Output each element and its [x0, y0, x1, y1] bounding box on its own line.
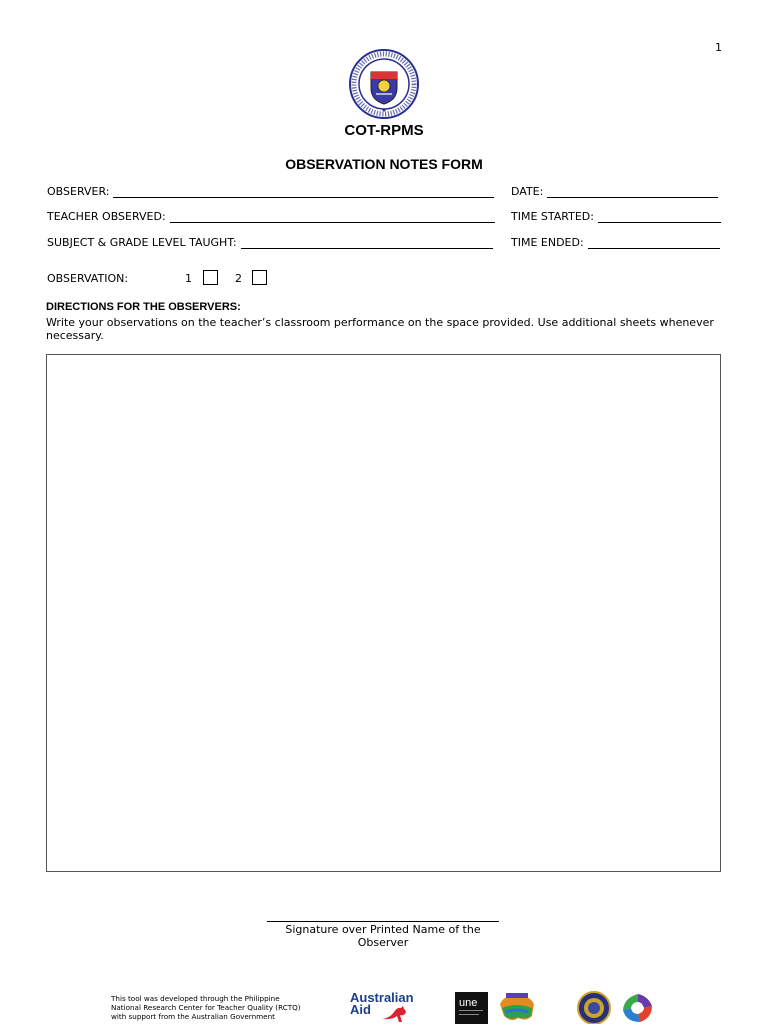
page-number: 1 [715, 41, 722, 54]
observation-1-checkbox[interactable] [203, 270, 218, 285]
signature-line[interactable] [267, 921, 499, 922]
footer-line3: with support from the Australian Government [111, 1012, 275, 1021]
observation-notes-box[interactable] [46, 354, 721, 872]
observation-option-2-label: 2 [235, 272, 242, 285]
time-ended-line[interactable] [588, 237, 720, 249]
time-started-field[interactable] [511, 210, 721, 223]
time-started-label: TIME STARTED: [511, 210, 594, 223]
rctq-logo [618, 990, 658, 1024]
footer-credit [111, 994, 347, 1021]
observer-label: OBSERVER: [47, 185, 110, 198]
aid-line2: Aid [350, 1002, 371, 1017]
date-label: DATE: [511, 185, 544, 198]
subject-grade-field[interactable] [47, 236, 493, 249]
form-subtitle: OBSERVATION NOTES FORM [285, 156, 483, 172]
observer-line[interactable] [113, 186, 494, 198]
teacher-observed-field[interactable] [47, 210, 495, 223]
une-logo [455, 992, 488, 1024]
footer-line2: National Research Center for Teacher Quality (RCTQ) [111, 1003, 301, 1012]
partner-seal-icon [576, 990, 612, 1024]
signature-caption-line2: Observer [357, 936, 409, 949]
observation-label: OBSERVATION: [47, 272, 129, 285]
date-field[interactable] [511, 185, 718, 198]
form-title: COT-RPMS [344, 122, 424, 139]
aid-line1: Australian [350, 990, 414, 1005]
teacher-observed-label: TEACHER OBSERVED: [47, 210, 166, 223]
time-started-line[interactable] [598, 211, 721, 223]
directions-heading: DIRECTIONS FOR THE OBSERVERS: [46, 301, 241, 313]
time-ended-label: TIME ENDED: [511, 236, 584, 249]
observer-field[interactable] [47, 185, 494, 198]
signature-caption-line1: Signature over Printed Name of the [285, 923, 481, 936]
footer-line1: This tool was developed through the Philippine [111, 994, 280, 1003]
signature-caption [267, 923, 499, 949]
teacher-observed-line[interactable] [170, 211, 495, 223]
svg-text:une: une [459, 997, 478, 1009]
date-line[interactable] [547, 186, 718, 198]
simerr-logo [496, 990, 538, 1024]
kangaroo-icon [380, 1004, 410, 1024]
directions-text: Write your observations on the teacher’s classroom performance on the space provided. Use additional sheets whenever necessary. [46, 316, 714, 342]
time-ended-field[interactable] [511, 236, 720, 249]
subject-grade-label: SUBJECT & GRADE LEVEL TAUGHT: [47, 236, 237, 249]
deped-seal-icon [348, 48, 420, 120]
observation-option-1-label: 1 [185, 272, 192, 285]
subject-grade-line[interactable] [241, 237, 493, 249]
observation-2-checkbox[interactable] [252, 270, 267, 285]
